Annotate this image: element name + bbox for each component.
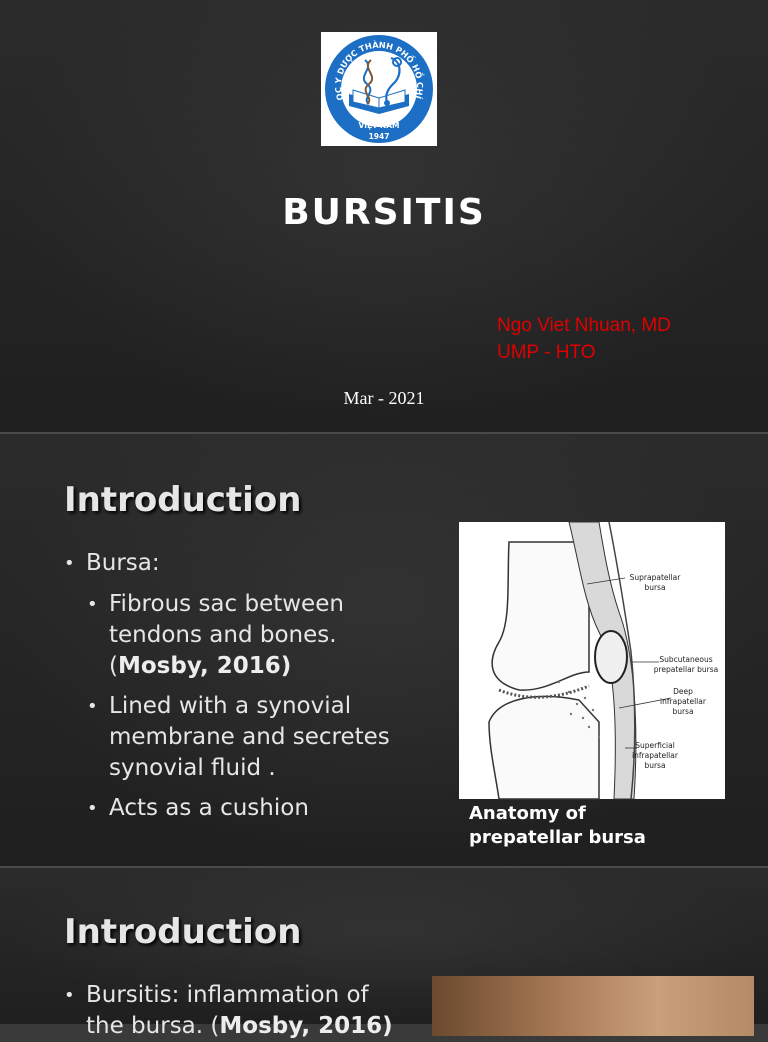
caption-line: prepatellar bursa [469,827,646,848]
logo-ring-text: ỌC Y DƯỢC THÀNH PHỐ HỒ CHÍ [332,39,426,102]
university-logo [321,32,437,146]
bullet-line: synovial fluid . [109,755,276,781]
bullet-level1 [64,548,160,579]
figure-label: bursa [644,583,666,592]
introduction-slide-2 [0,868,768,1039]
bullet-text: Bursa: [86,550,160,576]
slide-title: BURSITIS [282,192,486,233]
knee-anatomy-figure [459,522,725,799]
citation: Mosby, 2016) [219,1013,393,1039]
bullet-line: Lined with a synovial [109,693,352,719]
figure-label: infrapatellar [660,697,706,706]
figure-label: bursa [672,707,694,716]
logo-country-text: VIỆT NAM [358,121,400,130]
university-seal-icon [321,32,437,146]
bullet-level2 [87,589,344,682]
bullet-line [86,1011,393,1042]
bullet-line: tendons and bones. [109,622,337,648]
clinical-photo [432,976,754,1036]
knee-anatomy-diagram [459,522,725,799]
bullet-line: Fibrous sac between [109,591,344,617]
bullet-level2 [87,793,309,824]
bullet-dot-icon: • [87,594,98,615]
figure-label: prepatellar bursa [653,665,719,674]
citation: Mosby, 2016) [117,653,292,679]
slide-title: Introduction [64,480,302,520]
presentation-date: Mar - 2021 [343,388,425,408]
bullet-line: Bursitis: inflammation of [86,982,369,1008]
figure-label: infrapatellar [632,751,678,760]
figure-label: Subcutaneous [659,655,713,664]
bullet-line: membrane and secretes [109,724,390,750]
bullet-dot-icon: • [64,553,75,574]
bullet-text: the bursa. ( [86,1013,220,1039]
author-name: Ngo Viet Nhuan, MD [497,315,671,336]
bullet-dot-icon: • [87,696,98,717]
bullet-citation-line [109,651,344,682]
figure-label: Superficial [635,741,675,750]
introduction-slide [0,434,768,866]
bullet-level1 [64,980,393,1042]
bullet-level2 [87,691,390,784]
bullet-dot-icon: • [87,798,98,819]
caption-line: Anatomy of [469,803,586,824]
author-affiliation: UMP - HTO [497,342,596,363]
figure-label: bursa [644,761,666,770]
bullet-text: Acts as a cushion [109,795,309,821]
author-block [497,312,671,366]
bullet-dot-icon: • [64,985,75,1006]
logo-year-text: 1947 [368,132,390,141]
figure-caption [469,802,646,850]
figure-label: Deep [673,687,693,696]
title-slide [0,0,768,432]
slide-title: Introduction [64,912,302,952]
paren-open: ( [109,653,118,679]
figure-label: Suprapatellar [629,573,681,582]
